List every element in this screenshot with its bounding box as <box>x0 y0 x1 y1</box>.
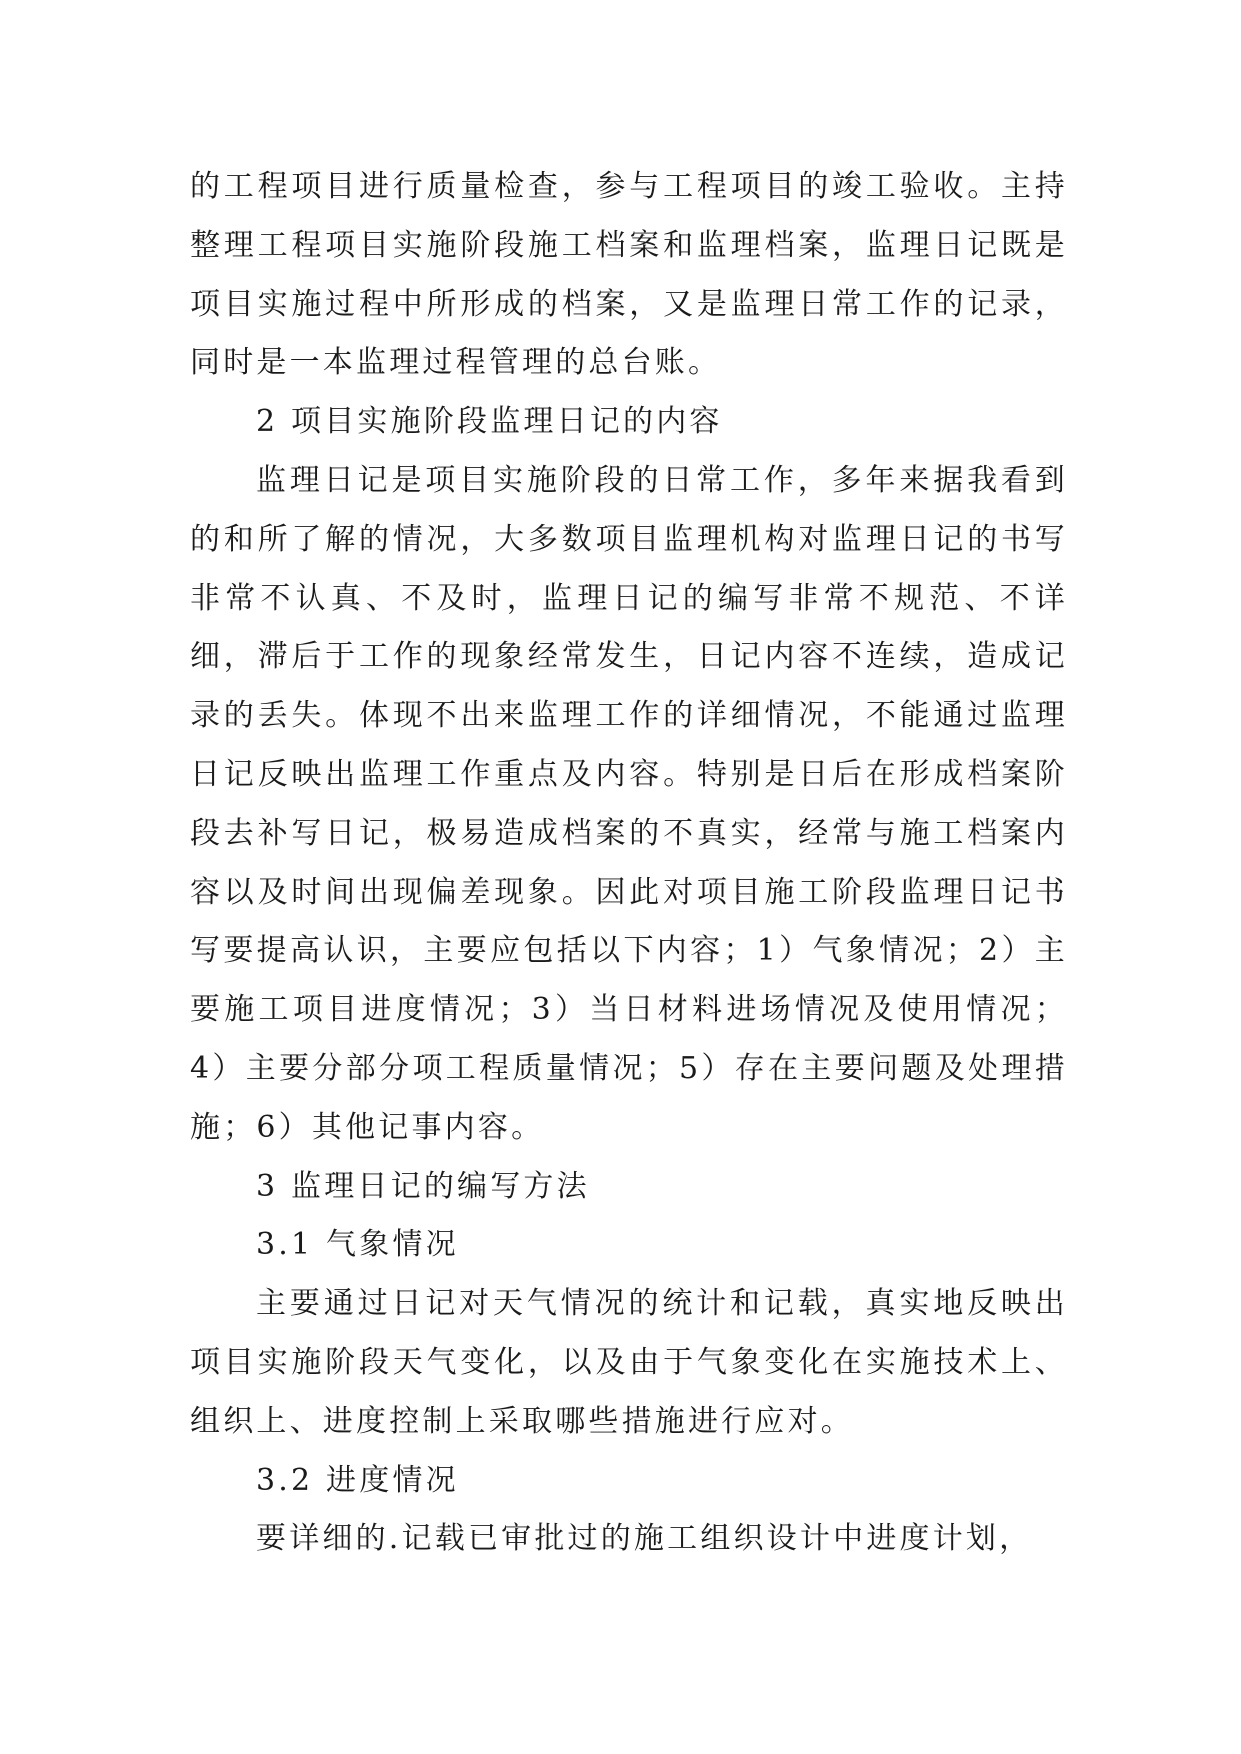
subsection-heading-3-1: 3.1 气象情况 <box>256 1227 459 1263</box>
section-heading-2: 2 项目实施阶段监理日记的内容 <box>256 404 723 440</box>
paragraph-2: 监理日记是项目实施阶段的日常工作，多年来据我看到的和所了解的情况，大多数项目监理机构对监理日记的书写非常不认真、不及时，监理日记的编写非常不规范、不详细，滞后于工作的现象经常发生，日记内容不连续，造成记录的丢失。体现不出来监理工作的详细情况，不能通过监理日记反映出监理工作重点及内容。特别是日后在形成档案阶段去补写日记，极易造成档案的不真实，经常与施工档案内容以及时间出现偏差现象。因此对项目施工阶段监理日记书写要提高认识，主要应包括以下内容；1）气象情况；2）主要施工项目进度情况；3）当日材料进场情况及使用情况；4）主要分部分项工程质量情况；5）存在主要问题及处理措施；6）其他记事内容。 <box>190 462 1068 1145</box>
paragraph-1: 的工程项目进行质量检查，参与工程项目的竣工验收。主持整理工程项目实施阶段施工档案和监理档案，监理日记既是项目实施过程中所形成的档案，又是监理日常工作的记录，同时是一本监理过程管理的总台账。 <box>190 169 1068 381</box>
document-body <box>190 158 1068 1569</box>
paragraph-3: 主要通过日记对天气情况的统计和记载，真实地反映出项目实施阶段天气变化，以及由于气象变化在实施技术上、组织上、进度控制上采取哪些措施进行应对。 <box>190 1286 1068 1439</box>
section-heading-3: 3 监理日记的编写方法 <box>256 1168 590 1204</box>
paragraph-4: 要详细的.记载已审批过的施工组织设计中进度计划， <box>256 1521 1033 1557</box>
subsection-heading-3-2: 3.2 进度情况 <box>256 1462 459 1498</box>
